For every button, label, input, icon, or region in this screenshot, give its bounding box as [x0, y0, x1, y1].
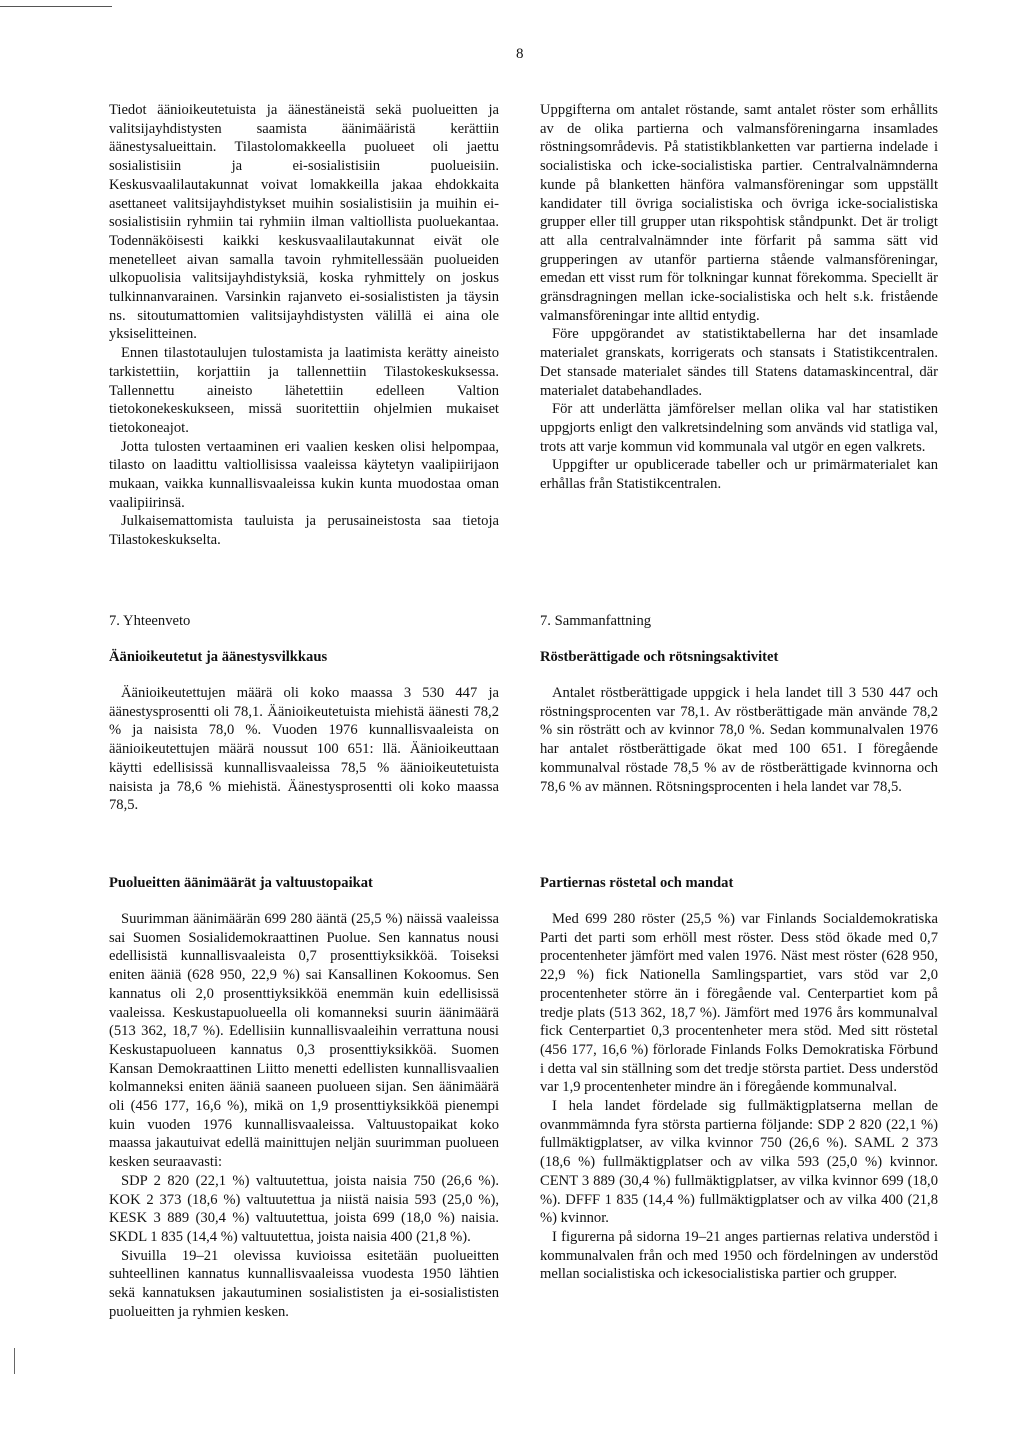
paragraph: Jotta tulosten vertaaminen eri vaalien kesken olisi helpompaa, tilasto on laadittu valtiollisissa vaaleissa käytetyn vaalipiirijaon mukaan, vaikka kunnallisvaaleissa kukin kunta muodostaa oman vaalipiirinsä.	[109, 438, 499, 511]
sub-heading: Puolueitten äänimäärät ja valtuustopaikat	[109, 875, 373, 891]
swedish-intro-text	[540, 101, 938, 494]
page-number: 8	[516, 46, 524, 62]
paragraph: Antalet röstberättigade uppgick i hela landet till 3 530 447 och röstningsprocenten var 78,1. Av röstberättigade män använde 78,2 % sin rösträtt och av kvinnor 78,0 %. Sedan kommunalvalen 1976 har antalet röstberättigade ökat med 100 651. I föregående kommunalval röstade 78,5 % av de röstberättigade kvinnorna och 78,6 % av männen. Rötsningsprocenten i hela landet var 78,5.	[540, 685, 938, 795]
swedish-intro	[540, 101, 938, 494]
swedish-sub2-text	[540, 910, 938, 1284]
paragraph: Uppgifterna om antalet röstande, samt antalet röster som erhållits av de olika partierna och valmansföreningarna insamlades röstningsområdevis. På statistikblanketten var partierna indelade i socialistiska och icke-socialistiska partier. Centralvalnämnderna kunde på blanketten hänföra valmansföreningar som uppställt kandidater till övriga socialistiska och övriga icke-socialistiska grupper eller till grupper utan rikspohtisk ståndpunkt. Det är troligt att alla centralvalnämnder inte förfarit på samma sätt vid grupperingen av utanför partierna stående valmansföreningar, emedan ett visst rum för tolkningar kunnat förekomma. Speciellt är gränsdragningen mellan icke-socialistiska och helt s.k. fristående valmansföreningar inte alltid entydig.	[540, 102, 938, 324]
scan-top-rule	[0, 6, 112, 7]
swedish-section-heading-block	[540, 612, 938, 630]
finnish-sub1-text	[109, 684, 499, 815]
sub-heading: Partiernas röstetal och mandat	[540, 875, 734, 891]
swedish-sub1-heading-block	[540, 648, 938, 666]
sub-heading: Röstberättigade och rötsningsaktivitet	[540, 649, 779, 665]
finnish-sub2-body	[109, 910, 499, 1321]
swedish-sub2-heading-block	[540, 874, 938, 892]
finnish-sub2-heading-block	[109, 874, 499, 892]
finnish-sub1-heading-block	[109, 648, 499, 666]
swedish-sub1-body	[540, 684, 938, 796]
paragraph: Suurimman äänimäärän 699 280 ääntä (25,5 %) näissä vaaleissa sai Suomen Sosialidemokraattinen Puolue. Sen kannatus nousi edellisistä kunnallisvaaleista 0,7 prosenttiyksikköä. Toiseksi eniten ääniä (628 950, 22,9 %) sai Kansallinen Kokoomus. Sen kannatus oli 2,0 prosenttiyksikköä enemmän kuin edellisissä vaaleissa. Keskustapuolueella oli komanneksi suurin äänimäärä (513 362, 18,7 %). Edellisiin kunnallisvaaleihin verrattuna nousi Keskustapuolueen kannatus 0,3 prosenttiyksikköä. Suomen Kansan Demokraattinen Liitto menetti edellisten kunnallisvaalien kolmanneksi eniten ääniä saaneen puolueen sijan. Sen äänimäärä oli (456 177, 16,6 %), mikä on 1,9 prosenttiyksikköä pienempi kuin vuoden 1976 kunnallisvaaleissa. Valtuustopaikat koko maassa jakautuivat edellä mainittujen neljän suurimman puolueen kesken seuraavasti:	[109, 911, 499, 1171]
finnish-intro-text	[109, 101, 499, 550]
finnish-intro	[109, 101, 499, 550]
paragraph: Äänioikeutettujen määrä oli koko maassa 3 530 447 ja äänestysprosentti oli 78,1. Äänioikeutetuista miehistä äänesti 78,2 % ja naisista 78,0 %. Vuoden 1976 kunnallisvaaleista on äänioikeutettujen määrä noussut 100 651: llä. Äänioikeuttaan käytti edellisissä kunnallisvaaleissa 78,5 % äänioikeutetuista naisista ja 78,6 % miehistä. Äänestysprosentti oli koko maassa 78,5.	[109, 685, 499, 814]
swedish-sub2-body	[540, 910, 938, 1284]
finnish-section-heading-block	[109, 612, 499, 630]
scan-margin-mark	[14, 1348, 15, 1374]
paragraph: Tiedot äänioikeutetuista ja äänestäneistä sekä puolueitten ja valitsijayhdistysten saamista äänimääristä kerättiin äänestysalueittain. Tilastolomakkeella puolueet oli jaettu sosialistisiin ja ei-sosialistisiin puolueisiin. Keskusvaalilautakunnat voivat lomakkeilla jakaa ehdokkaita asettaneet valitsijayhdistykset muihin sosialistisiin ja muihin ei-sosialistisiin ryhmiin tai ryhmiin ilman valtiollista puoluekantaa. Todennäköisesti kaikki keskusvaalilautakunnat eivät ole menetelleet aivan samalla tavoin ryhmitellessään puolueiden ulkopuolisia valitsijayhdistyksiä, koska ryhmittely on joskus tulkinnanvarainen. Varsinkin rajanveto ei-sosialististen ja täysin ns. sitoutumattomien valitsijayhdistysten välillä ei aina ole yksiselitteinen.	[109, 102, 499, 343]
sub-heading: Äänioikeutetut ja äänestysvilkkaus	[109, 649, 328, 665]
swedish-sub1-text	[540, 684, 938, 796]
paragraph: För att underlätta jämförelser mellan olika val har statistiken uppgjorts enligt den valkretsindelning som används vid statliga val, trots att varje kommun vid kommunala val utgör en egen valkrets.	[540, 401, 938, 455]
paragraph: I figurerna på sidorna 19–21 anges partiernas relativa understöd i kommunalvalen från och med 1950 och fördelningen av understöd mellan socialistiska och ickesocialistiska partier och grupper.	[540, 1228, 938, 1283]
finnish-sub2-text	[109, 910, 499, 1321]
paragraph: Med 699 280 röster (25,5 %) var Finlands Socialdemokratiska Parti det parti som erhöll mest röster. Dess stöd ökade med 0,7 procentenheter jämfört med valen 1976. Näst mest röster (628 950, 22,9 %) fick Nationella Samlingspartiet, vars stöd var 2,0 procentenheter större än i föregående val. Centerpartiet kom på tredje plats (513 362, 18,7 %). Jämfört med 1976 års kommunalval fick Centerpartiet 0,3 procentenheter mera stöd. Med sitt röstetal (456 177, 16,6 %) förlorade Finlands Folks Demokratiska Förbund i detta val sin ställning som det tredje största partiet. Dess understöd var 1,9 procentenheter mindre än i föregående kommunalval.	[540, 911, 939, 1096]
section-heading: 7. Yhteenveto	[109, 613, 191, 629]
finnish-sub1-body	[109, 684, 499, 815]
paragraph: I hela landet fördelade sig fullmäktigplatserna mellan de ovanmmämnda fyra största partierna följande: SDP 2 820 (22,1 %) fullmäktigplatser, av vilka kvinnor 750 (26,6 %). SAML 2 373 (18,6 %) fullmäktigplatser och av vilka 593 (25,0 %) kvinnor. CENT 3 889 (30,4 %) fullmäktigplatser, av vilka kvinnor 699 (18,0 %). DFFF 1 835 (14,4 %) fullmäktigplatser och av vilka 400 (21,8 %) kvinnor.	[540, 1098, 938, 1227]
paragraph: Sivuilla 19–21 olevissa kuvioissa esitetään puolueitten suhteellinen kannatus kunnallisvaaleissa vuodesta 1950 lähtien sekä kannatuksen jakautuminen sosialististen ja ei-sosialististen puolueitten ja ryhmien kesken.	[109, 1247, 499, 1320]
paragraph: Ennen tilastotaulujen tulostamista ja laatimista kerätty aineisto tarkistettiin, korjattiin ja tallennettiin Tilastokeskuksessa. Tallennettu aineisto lähetettiin edelleen Valtion tietokonekeskukseen, missä suoritettiin ohjelmien mukaiset tietokoneajot.	[109, 345, 499, 436]
paragraph: Julkaisemattomista tauluista ja perusaineistosta saa tietoja Tilastokeskukselta.	[109, 513, 499, 549]
paragraph: Uppgifter ur opublicerade tabeller och ur primärmaterialet kan erhållas från Statistikcentralen.	[540, 457, 938, 493]
section-heading: 7. Sammanfattning	[540, 613, 652, 629]
paragraph: SDP 2 820 (22,1 %) valtuutettua, joista naisia 750 (26,6 %). KOK 2 373 (18,6 %) valtuutettua ja niistä naisia 593 (25,0 %), KESK 3 889 (30,4 %) valtuutettua, joista 699 (18,0 %) naisia. SKDL 1 835 (14,4 %) valtuutettua, joista naisia 400 (21,8 %).	[109, 1172, 499, 1245]
paragraph: Före uppgörandet av statistiktabellerna har det insamlade materialet granskats, korrigerats och stansats i Statistikcentralen. Det stansade materialet sändes till Statens datamaskincentral, där materialet databehandlades.	[540, 326, 938, 399]
